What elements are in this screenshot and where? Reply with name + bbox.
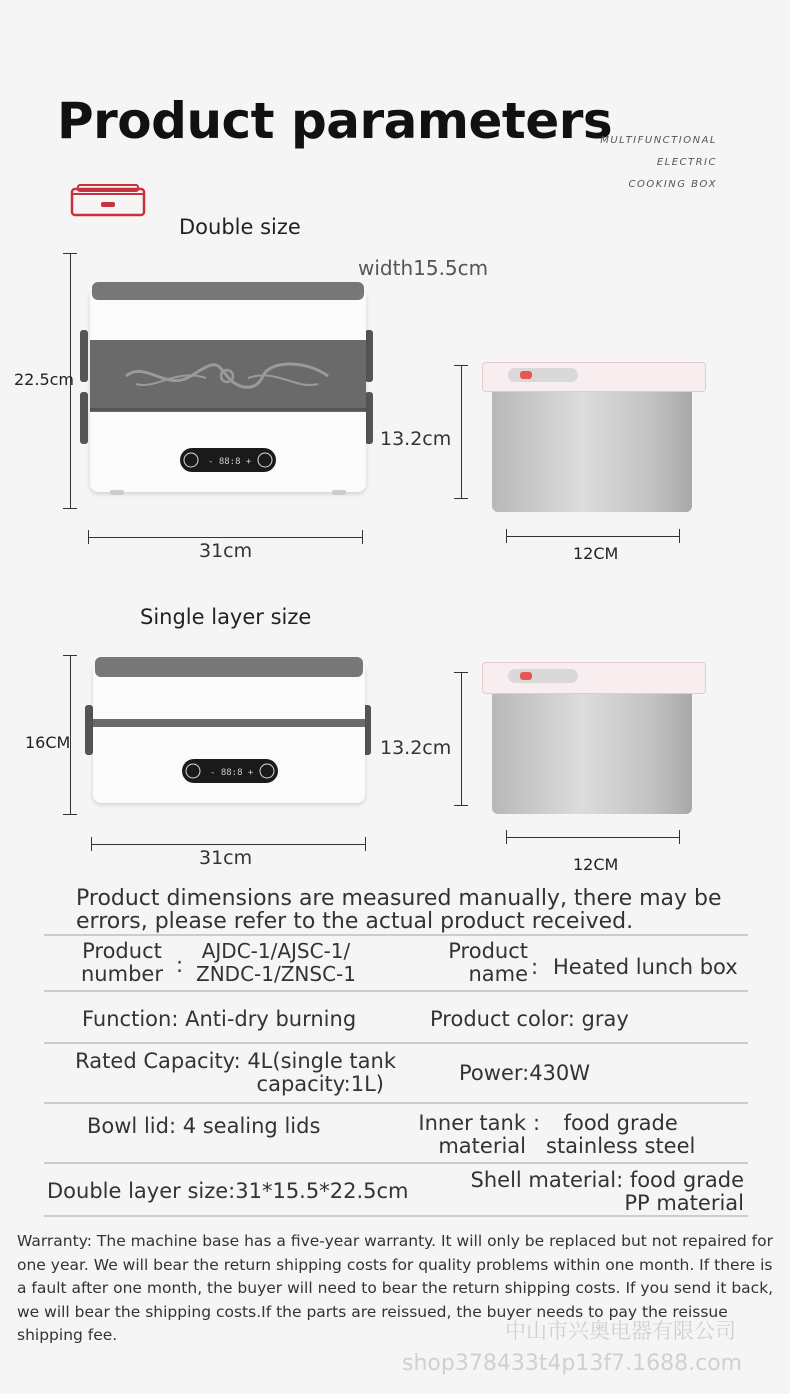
- single-bowl-width-label: 12CM: [573, 855, 619, 874]
- bowl-lid-spec: Bowl lid: 4 sealing lids: [87, 1114, 321, 1138]
- single-bowl-height-label: 13.2cm: [380, 737, 452, 759]
- dim-tick: [63, 814, 77, 815]
- single-length-label: 31cm: [199, 847, 253, 869]
- single-lunchbox-image: [85, 655, 375, 810]
- single-height-label: 16CM: [25, 733, 71, 752]
- double-height-label: 22.5cm: [14, 370, 75, 389]
- warranty-text: Warranty: The machine base has a five-year warranty. It will only be replaced but not repaired for one year. We will bear the return shipping costs for quality problems within one month. If there is a fault after one month, the buyer will need to bear the return shipping costs. If you send it back, we will bear the shipping costs.If the parts are reissued, the buyer needs to pay the reissue shipping fee.: [17, 1232, 774, 1344]
- product-name-label: Product name: [448, 939, 528, 986]
- product-number-value: AJDC-1/AJSC-1/ ZNDC-1/ZNSC-1: [196, 939, 356, 986]
- double-width-label: width15.5cm: [358, 256, 489, 280]
- steel-bowl-image: [480, 360, 710, 520]
- dim-line: [91, 844, 365, 845]
- dim-tick: [63, 508, 77, 509]
- function-spec: Function: Anti-dry burning: [82, 1007, 357, 1031]
- colon: :: [176, 953, 184, 977]
- capacity-spec: Rated Capacity: 4L(single tank capacity:1L): [75, 1049, 396, 1096]
- shell-material-spec: Shell material: food grade PP material: [470, 1168, 744, 1215]
- dim-line: [506, 536, 679, 537]
- colon: :: [531, 955, 539, 979]
- dim-line: [461, 365, 462, 498]
- tagline-line-1: MULTIFUNCTIONAL: [600, 135, 717, 146]
- table-divider: [44, 1042, 748, 1044]
- product-name-value: Heated lunch box: [553, 955, 738, 979]
- table-divider: [44, 1102, 748, 1104]
- double-layer-size-spec: Double layer size:31*15.5*22.5cm: [47, 1179, 409, 1203]
- dim-line: [506, 837, 679, 838]
- double-bowl-height-label: 13.2cm: [380, 428, 452, 450]
- steel-bowl-image: [480, 660, 710, 820]
- table-divider: [44, 1162, 748, 1164]
- single-size-heading: Single layer size: [140, 605, 312, 629]
- inner-tank-value: food grade stainless steel: [546, 1111, 696, 1158]
- table-divider: [44, 934, 748, 936]
- svg-text:- 88:8 +: - 88:8 +: [208, 457, 252, 467]
- watermark-company: 中山市兴奥电器有限公司: [505, 1319, 736, 1343]
- measurement-note-line-2: errors, please refer to the actual product received.: [76, 909, 634, 934]
- double-length-label: 31cm: [199, 540, 253, 562]
- dim-tick: [365, 837, 366, 851]
- dim-tick: [454, 805, 468, 806]
- table-divider: [44, 990, 748, 992]
- color-spec: Product color: gray: [430, 1007, 629, 1031]
- colon: :: [533, 1111, 541, 1135]
- tagline-line-3: COOKING BOX: [628, 179, 717, 190]
- dim-line: [88, 537, 362, 538]
- dim-tick: [679, 529, 680, 543]
- page-title: Product parameters: [57, 92, 613, 150]
- dim-tick: [362, 530, 363, 544]
- double-lunchbox-image: [80, 280, 380, 500]
- dim-tick: [454, 498, 468, 499]
- tagline-line-2: ELECTRIC: [656, 157, 717, 168]
- lunchbox-icon: [70, 183, 146, 221]
- table-divider: [44, 1215, 748, 1217]
- inner-tank-label: Inner tank material: [418, 1111, 526, 1158]
- power-spec: Power:430W: [459, 1061, 591, 1085]
- watermark-shop-url: shop378433t4p13f7.1688.com: [402, 1351, 743, 1376]
- double-size-heading: Double size: [179, 215, 301, 239]
- double-bowl-width-label: 12CM: [573, 544, 619, 563]
- dim-tick: [679, 830, 680, 844]
- measurement-note-line-1: Product dimensions are measured manually, there may be: [76, 886, 722, 911]
- svg-text:- 88:8 +: - 88:8 +: [210, 768, 254, 778]
- dim-line: [461, 672, 462, 805]
- product-number-label: Product number: [81, 939, 163, 986]
